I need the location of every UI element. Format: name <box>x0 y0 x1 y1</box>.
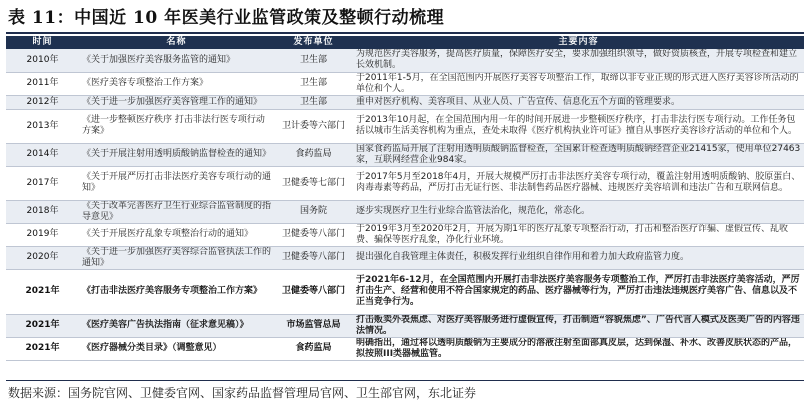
cell-content: 于2021年6-12月，在全国范围内开展打击非法医疗美容服务专项整治工作，严厉打击非法医疗美容活动，严厉打击生产、经营和使用不符合国家规定的药品、医疗器械等行为，严厉打击违法违规医疗美容广告、信息以及不正当竞争行为。 <box>353 269 804 314</box>
cell-unit: 卫健委等八部门 <box>274 223 353 246</box>
cell-content: 逐步实现医疗卫生行业综合监管法治化，规范化，常态化。 <box>353 200 804 223</box>
table-row <box>6 72 804 95</box>
cell-unit: 卫计委等六部门 <box>274 109 353 143</box>
cell-name: 《医疗美容广告执法指南（征求意见稿）》 <box>79 314 274 337</box>
cell-time: 2021年 <box>6 269 79 314</box>
cell-name: 《关于进一步加强医疗美容综合监管执法工作的通知》 <box>79 246 274 269</box>
cell-name: 《关于开展严厉打击非法医疗美容专项行动的通知》 <box>79 166 274 200</box>
table-row <box>6 166 804 200</box>
table-row <box>6 269 804 314</box>
table-row <box>6 223 804 246</box>
cell-unit: 卫健委等七部门 <box>274 166 353 200</box>
cell-content: 为规范医疗美容服务，提高医疗质量，保障医疗安全，要求加强组织领导，做好资质核查，开展专项检查和建立长效机制。 <box>353 49 804 72</box>
cell-name: 《医疗器械分类目录》（调整意见） <box>79 337 274 360</box>
cell-unit: 卫生部 <box>274 72 353 95</box>
cell-time: 2017年 <box>6 166 79 200</box>
header-content: 主要内容 <box>353 36 804 49</box>
table-row <box>6 49 804 72</box>
policy-table <box>6 36 804 361</box>
source-divider <box>6 380 804 381</box>
cell-name: 《医疗美容专项整治工作方案》 <box>79 72 274 95</box>
cell-time: 2019年 <box>6 223 79 246</box>
cell-unit: 卫健委等八部门 <box>274 269 353 314</box>
cell-unit: 卫生部 <box>274 49 353 72</box>
cell-content: 重申对医疗机构、美容项目、从业人员、广告宣传、信息化五个方面的管理要求。 <box>353 95 804 109</box>
cell-time: 2020年 <box>6 246 79 269</box>
table-row <box>6 143 804 166</box>
cell-unit: 食药监局 <box>274 337 353 360</box>
cell-time: 2021年 <box>6 337 79 360</box>
cell-name: 《进一步整顿医疗秩序 打击非法行医专项行动方案》 <box>79 109 274 143</box>
cell-name: 《关于加强医疗美容服务监管的通知》 <box>79 49 274 72</box>
cell-content: 于2013年10月起，在全国范围内用一年的时间开展进一步整顿医疗秩序，打击非法行医专项行动。工作任务包括以城市生活美容机构为重点，查处未取得《医疗机构执业许可证》擅自从事医疗美容诊疗活动的单位和个人。 <box>353 109 804 143</box>
cell-content: 于2011年1-5月，在全国范围内开展医疗美容专项整治工作，取缔以非专业正规的形式进入医疗美容诊所活动的单位和个人。 <box>353 72 804 95</box>
cell-time: 2011年 <box>6 72 79 95</box>
cell-name: 《关于进一步加强医疗美容管理工作的通知》 <box>79 95 274 109</box>
table-row <box>6 95 804 109</box>
cell-content: 国家食药监局开展了注射用透明质酸钠监督检查，全国累计检查透明质酸钠经营企业21415家，使用单位27463家，互联网经营企业984家。 <box>353 143 804 166</box>
cell-name: 《关于开展注射用透明质酸钠监督检查的通知》 <box>79 143 274 166</box>
table-title: 表 11：中国近 10 年医美行业监管政策及整顿行动梳理 <box>8 8 445 28</box>
table-row <box>6 200 804 223</box>
source-note: 数据来源：国务院官网、卫健委官网、国家药品监督管理局官网、卫生部官网，东北证券 <box>8 386 477 400</box>
table-header <box>6 36 804 49</box>
cell-content: 于2017年5月至2018年4月，开展大规模严厉打击非法医疗美容专项行动，覆盖注射用透明质酸钠、胶原蛋白、肉毒毒素等药品，严厉打击无证行医、非法制售药品医疗器械、违规医疗美容培训和违法广告和互联网信息。 <box>353 166 804 200</box>
cell-unit: 市场监管总局 <box>274 314 353 337</box>
header-unit: 发布单位 <box>274 36 353 49</box>
table-row <box>6 337 804 360</box>
cell-name: 《关于开展医疗乱象专项整治行动的通知》 <box>79 223 274 246</box>
cell-name: 《打击非法医疗美容服务专项整治工作方案》 <box>79 269 274 314</box>
header-time: 时间 <box>6 36 79 49</box>
cell-content: 明确指出，通过将以透明质酸钠为主要成分的溶液注射至面部真皮层，达到保湿、补水、改善皮肤状态的产品，拟按照III类器械监管。 <box>353 337 804 360</box>
cell-time: 2021年 <box>6 314 79 337</box>
cell-content: 于2019年3月至2020年2月，开展为期1年的医疗乱象专项整治行动，打击和整治医疗诈骗、虚假宣传、乱收费、骗保等医疗乱象，净化行业环境。 <box>353 223 804 246</box>
cell-unit: 卫生部 <box>274 95 353 109</box>
cell-unit: 卫健委等八部门 <box>274 246 353 269</box>
table-row <box>6 109 804 143</box>
header-name: 名称 <box>79 36 274 49</box>
table-row <box>6 314 804 337</box>
cell-content: 打击贩卖外表焦虑、对医疗美容服务进行虚假宣传，打击制造“容貌焦虑”、广告代言人模式及医美广告的内容违法情况。 <box>353 314 804 337</box>
cell-content: 提出强化自我管理主体责任，积极发挥行业组织自律作用和着力加大政府监管力度。 <box>353 246 804 269</box>
cell-time: 2018年 <box>6 200 79 223</box>
cell-time: 2010年 <box>6 49 79 72</box>
cell-name: 《关于改革完善医疗卫生行业综合监管制度的指导意见》 <box>79 200 274 223</box>
cell-time: 2012年 <box>6 95 79 109</box>
cell-time: 2013年 <box>6 109 79 143</box>
table-body <box>6 49 804 360</box>
cell-unit: 国务院 <box>274 200 353 223</box>
cell-time: 2014年 <box>6 143 79 166</box>
title-divider <box>6 32 804 34</box>
table-row <box>6 246 804 269</box>
cell-unit: 食药监局 <box>274 143 353 166</box>
